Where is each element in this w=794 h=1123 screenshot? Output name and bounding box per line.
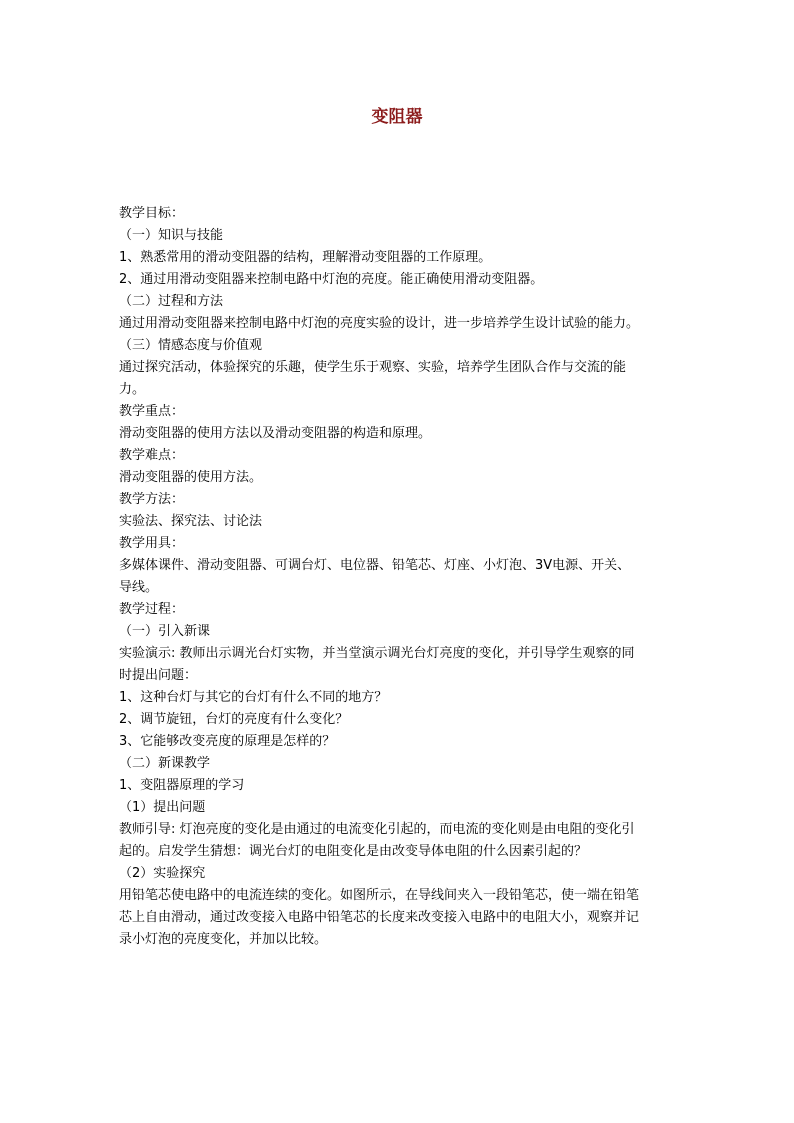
text-line: 时提出问题：	[119, 668, 198, 683]
text-line: 起的。启发学生猜想：调光台灯的电阻变化是由改变导体电阻的什么因素引起的？	[119, 844, 588, 859]
text-line: 滑动变阻器的使用方法。	[119, 470, 263, 485]
text-line: 1、变阻器原理的学习	[119, 778, 245, 793]
text-line: 导线。	[119, 580, 159, 595]
text-line: （1）提出问题	[119, 800, 206, 815]
text-line: 教学用具：	[119, 536, 185, 551]
text-line: 2、通过用滑动变阻器来控制电路中灯泡的亮度。能正确使用滑动变阻器。	[119, 272, 544, 287]
text-line: （二）过程和方法	[119, 294, 224, 309]
text-line: 教学难点：	[119, 448, 185, 463]
document-body	[119, 203, 679, 951]
text-line: 1、这种台灯与其它的台灯有什么不同的地方？	[119, 690, 388, 705]
text-line: 芯上自由滑动，通过改变接入电路中铅笔芯的长度来改变接入电路中的电阻大小，观察并记	[119, 910, 640, 925]
text-line: 3、它能够改变亮度的原理是怎样的？	[119, 734, 336, 749]
text-line: （二）新课教学	[119, 756, 211, 771]
text-line: 教学重点：	[119, 404, 185, 419]
text-line: （三）情感态度与价值观	[119, 338, 263, 353]
text-line: 实验法、探究法、讨论法	[119, 514, 263, 529]
text-line: 教学方法：	[119, 492, 185, 507]
text-line: 1、熟悉常用的滑动变阻器的结构，理解滑动变阻器的工作原理。	[119, 250, 492, 265]
text-line: 实验演示: 教师出示调光台灯实物，并当堂演示调光台灯亮度的变化，并引导学生观察的同	[119, 646, 635, 661]
text-line: 通过探究活动，体验探究的乐趣，使学生乐于观察、实验，培养学生团队合作与交流的能	[119, 360, 627, 375]
text-line: 教学过程：	[119, 602, 185, 617]
text-line: 教学目标：	[119, 206, 185, 221]
text-line: （一）知识与技能	[119, 228, 224, 243]
text-line: 2、调节旋钮，台灯的亮度有什么变化？	[119, 712, 349, 727]
text-line: 用铅笔芯使电路中的电流连续的变化。如图所示，在导线间夹入一段铅笔芯，使一端在铅笔	[119, 888, 640, 903]
text-line: 滑动变阻器的使用方法以及滑动变阻器的构造和原理。	[119, 426, 432, 441]
text-line: 通过用滑动变阻器来控制电路中灯泡的亮度实验的设计，进一步培养学生设计试验的能力。	[119, 316, 640, 331]
text-line: 力。	[119, 382, 146, 397]
document-title: 变阻器	[371, 107, 423, 127]
text-line: （一）引入新课	[119, 624, 211, 639]
text-line: 多媒体课件、滑动变阻器、可调台灯、电位器、铅笔芯、灯座、小灯泡、3V电源、开关、	[119, 558, 631, 573]
text-line: 录小灯泡的亮度变化，并加以比较。	[119, 932, 328, 947]
text-line: 教师引导: 灯泡亮度的变化是由通过的电流变化引起的，而电流的变化则是由电阻的变化引	[119, 822, 635, 837]
text-line: （2）实验探究	[119, 866, 206, 881]
